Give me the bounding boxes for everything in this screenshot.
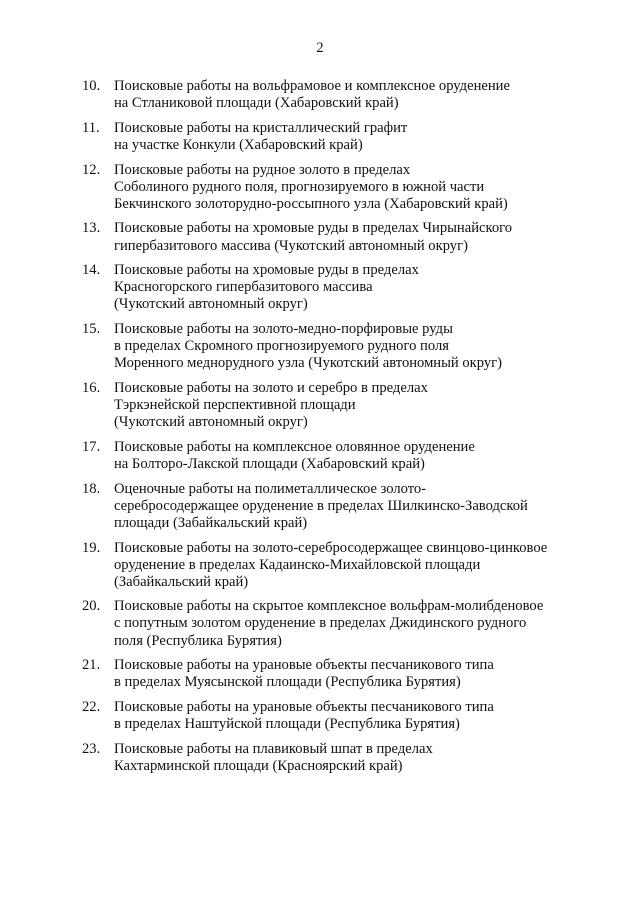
item-number: 16. xyxy=(82,379,101,396)
item-text xyxy=(114,439,582,473)
item-number: 14. xyxy=(82,262,101,279)
list-item xyxy=(82,699,582,733)
item-text-line: Поисковые работы на комплексное оловянное оруденение xyxy=(114,438,475,455)
work-list xyxy=(82,78,582,783)
item-number: 15. xyxy=(82,321,101,338)
list-item xyxy=(82,380,582,431)
item-text-line: гипербазитового массива (Чукотский автономный округ) xyxy=(114,237,468,254)
item-text-line: на Стланиковой площади (Хабаровский край) xyxy=(114,95,399,112)
list-item xyxy=(82,262,582,313)
item-text-line: (Забайкальский край) xyxy=(114,573,249,590)
list-item xyxy=(82,220,582,254)
item-text-line: Поисковые работы на кристаллический графит xyxy=(114,119,408,136)
item-number: 17. xyxy=(82,438,101,455)
item-text xyxy=(114,481,582,532)
item-number: 18. xyxy=(82,480,101,497)
item-number: 11. xyxy=(82,119,100,136)
list-item xyxy=(82,481,582,532)
item-number: 23. xyxy=(82,740,101,757)
item-text-line: Поисковые работы на скрытое комплексное вольфрам-молибденовое xyxy=(114,598,544,615)
item-text xyxy=(114,120,582,154)
item-text-line: Поисковые работы на хромовые руды в пределах Чирынайского xyxy=(114,220,513,237)
item-text-line: Поисковые работы на вольфрамовое и комплексное оруденение xyxy=(114,78,510,94)
item-number: 13. xyxy=(82,220,101,237)
item-text-line: Поисковые работы на золото-медно-порфировые руды xyxy=(114,321,453,338)
item-text-line: Бекчинского золоторудно-россыпного узла (Хабаровский край) xyxy=(114,195,508,212)
item-text-line: серебросодержащее оруденение в пределах Шилкинско-Заводской xyxy=(114,497,528,514)
list-item xyxy=(82,321,582,372)
item-text-line: на Болторо-Лакской площади (Хабаровский край) xyxy=(114,455,425,472)
item-number: 19. xyxy=(82,539,101,556)
item-text-line: с попутным золотом оруденение в пределах Джидинского рудного xyxy=(114,615,527,632)
item-text-line: на участке Конкули (Хабаровский край) xyxy=(114,136,363,153)
item-text xyxy=(114,598,582,649)
item-text-line: Поисковые работы на плавиковый шпат в пределах xyxy=(114,740,433,757)
item-text-line: в пределах Скромного прогнозируемого рудного поля xyxy=(114,338,449,355)
list-item xyxy=(82,120,582,154)
item-text xyxy=(114,220,582,254)
item-text xyxy=(114,540,582,591)
item-text xyxy=(114,380,582,431)
item-text-line: Кахтарминской площади (Красноярский край) xyxy=(114,757,403,774)
list-item xyxy=(82,540,582,591)
item-number: 20. xyxy=(82,598,101,615)
item-text-line: Тэркэнейской перспективной площади xyxy=(114,397,356,414)
page-number: 2 xyxy=(316,40,324,56)
item-number: 21. xyxy=(82,657,101,674)
item-text-line: Поисковые работы на хромовые руды в пределах xyxy=(114,262,419,279)
list-item xyxy=(82,78,582,112)
item-text-line: Поисковые работы на рудное золото в пределах xyxy=(114,161,411,178)
item-number: 12. xyxy=(82,161,101,178)
list-item xyxy=(82,741,582,775)
item-text-line: Соболиного рудного поля, прогнозируемого в южной части xyxy=(114,178,485,195)
list-item xyxy=(82,598,582,649)
item-text xyxy=(114,162,582,213)
item-number: 22. xyxy=(82,699,101,716)
item-text-line: Поисковые работы на урановые объекты песчаникового типа xyxy=(114,657,494,674)
item-text xyxy=(114,657,582,691)
list-item xyxy=(82,439,582,473)
item-text xyxy=(114,741,582,775)
list-item xyxy=(82,162,582,213)
item-text-line: поля (Республика Бурятия) xyxy=(114,632,282,649)
item-text-line: Поисковые работы на золото и серебро в пределах xyxy=(114,379,428,396)
item-text xyxy=(114,321,582,372)
item-number: 10. xyxy=(82,78,101,94)
list-item xyxy=(82,657,582,691)
item-text xyxy=(114,699,582,733)
item-text-line: Моренного меднорудного узла (Чукотский автономный округ) xyxy=(114,355,503,372)
item-text-line: (Чукотский автономный округ) xyxy=(114,296,308,313)
item-text-line: Красногорского гипербазитового массива xyxy=(114,279,373,296)
item-text-line: (Чукотский автономный округ) xyxy=(114,414,308,431)
item-text-line: Поисковые работы на золото-серебросодержащее свинцово-цинковое xyxy=(114,539,548,556)
item-text-line: в пределах Наштуйской площади (Республика Бурятия) xyxy=(114,716,460,733)
item-text-line: Поисковые работы на урановые объекты песчаникового типа xyxy=(114,699,494,716)
item-text xyxy=(114,262,582,313)
item-text-line: оруденение в пределах Кадаинско-Михайловской площади xyxy=(114,556,481,573)
item-text-line: площади (Забайкальский край) xyxy=(114,514,308,531)
item-text-line: Оценочные работы на полиметаллическое золото- xyxy=(114,480,427,497)
item-text xyxy=(114,78,582,112)
item-text-line: в пределах Муясынской площади (Республика Бурятия) xyxy=(114,674,461,691)
